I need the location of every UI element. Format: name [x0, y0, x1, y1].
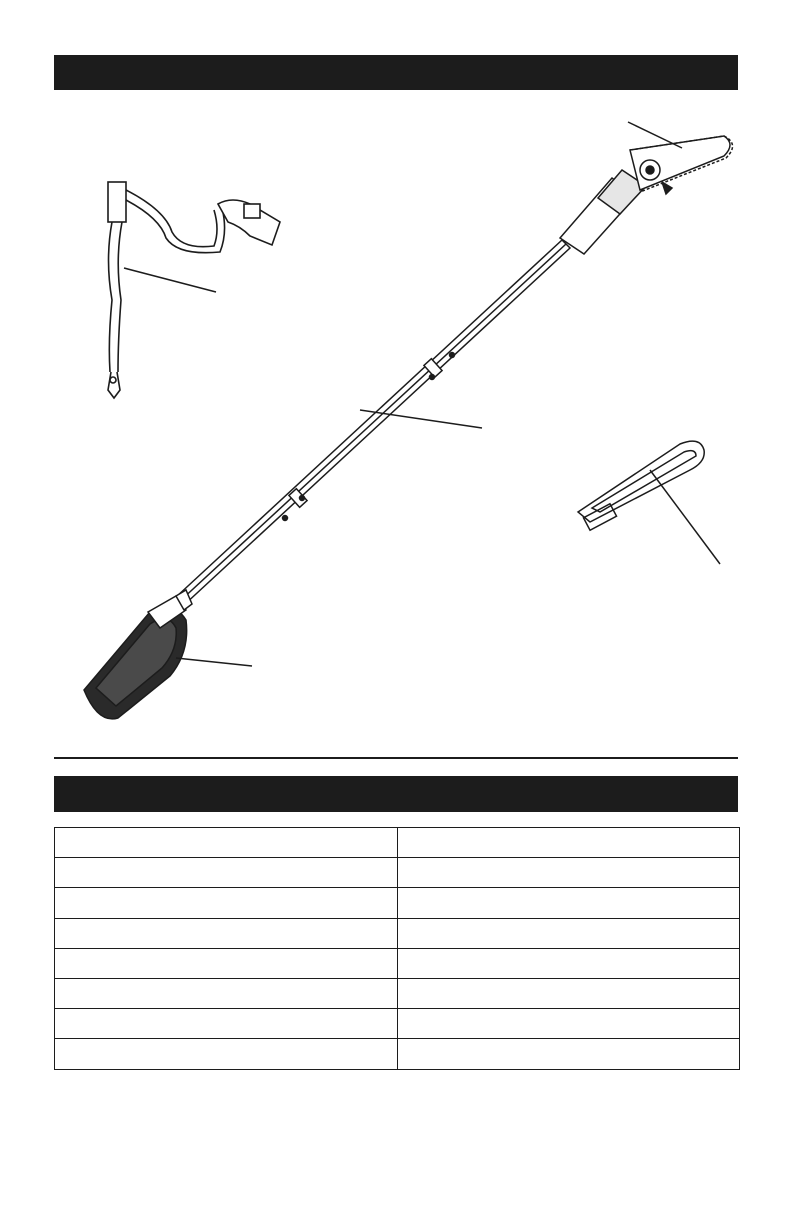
- table-cell: [398, 978, 740, 1008]
- table-cell: [398, 1009, 740, 1039]
- section-header-band: [54, 55, 738, 90]
- package-contents-illustration: [0, 95, 793, 735]
- table-cell: [55, 828, 398, 858]
- bar-sheath-icon: [578, 441, 720, 564]
- table-row: [55, 918, 740, 948]
- table-cell: [55, 978, 398, 1008]
- table-cell: [398, 918, 740, 948]
- table-cell: [398, 828, 740, 858]
- specifications-table: [54, 827, 740, 1070]
- table-cell: [55, 1039, 398, 1069]
- table-cell: [398, 858, 740, 888]
- section-header-band: [54, 776, 738, 812]
- table-cell: [55, 1009, 398, 1039]
- table-row: [55, 828, 740, 858]
- table-row: [55, 1009, 740, 1039]
- table-cell: [398, 1039, 740, 1069]
- table-cell: [55, 918, 398, 948]
- table-cell: [398, 888, 740, 918]
- section-divider: [54, 757, 738, 759]
- table-cell: [55, 888, 398, 918]
- table-cell: [55, 858, 398, 888]
- table-row: [55, 948, 740, 978]
- table-row: [55, 888, 740, 918]
- table-cell: [55, 948, 398, 978]
- table-cell: [398, 948, 740, 978]
- table-row: [55, 978, 740, 1008]
- table-row: [55, 1039, 740, 1069]
- power-head-icon: [84, 590, 252, 719]
- table-row: [55, 858, 740, 888]
- telescopic-pole-icon: [175, 240, 570, 606]
- saw-chain-bar-icon: [560, 122, 733, 254]
- shoulder-strap-icon: [108, 182, 280, 398]
